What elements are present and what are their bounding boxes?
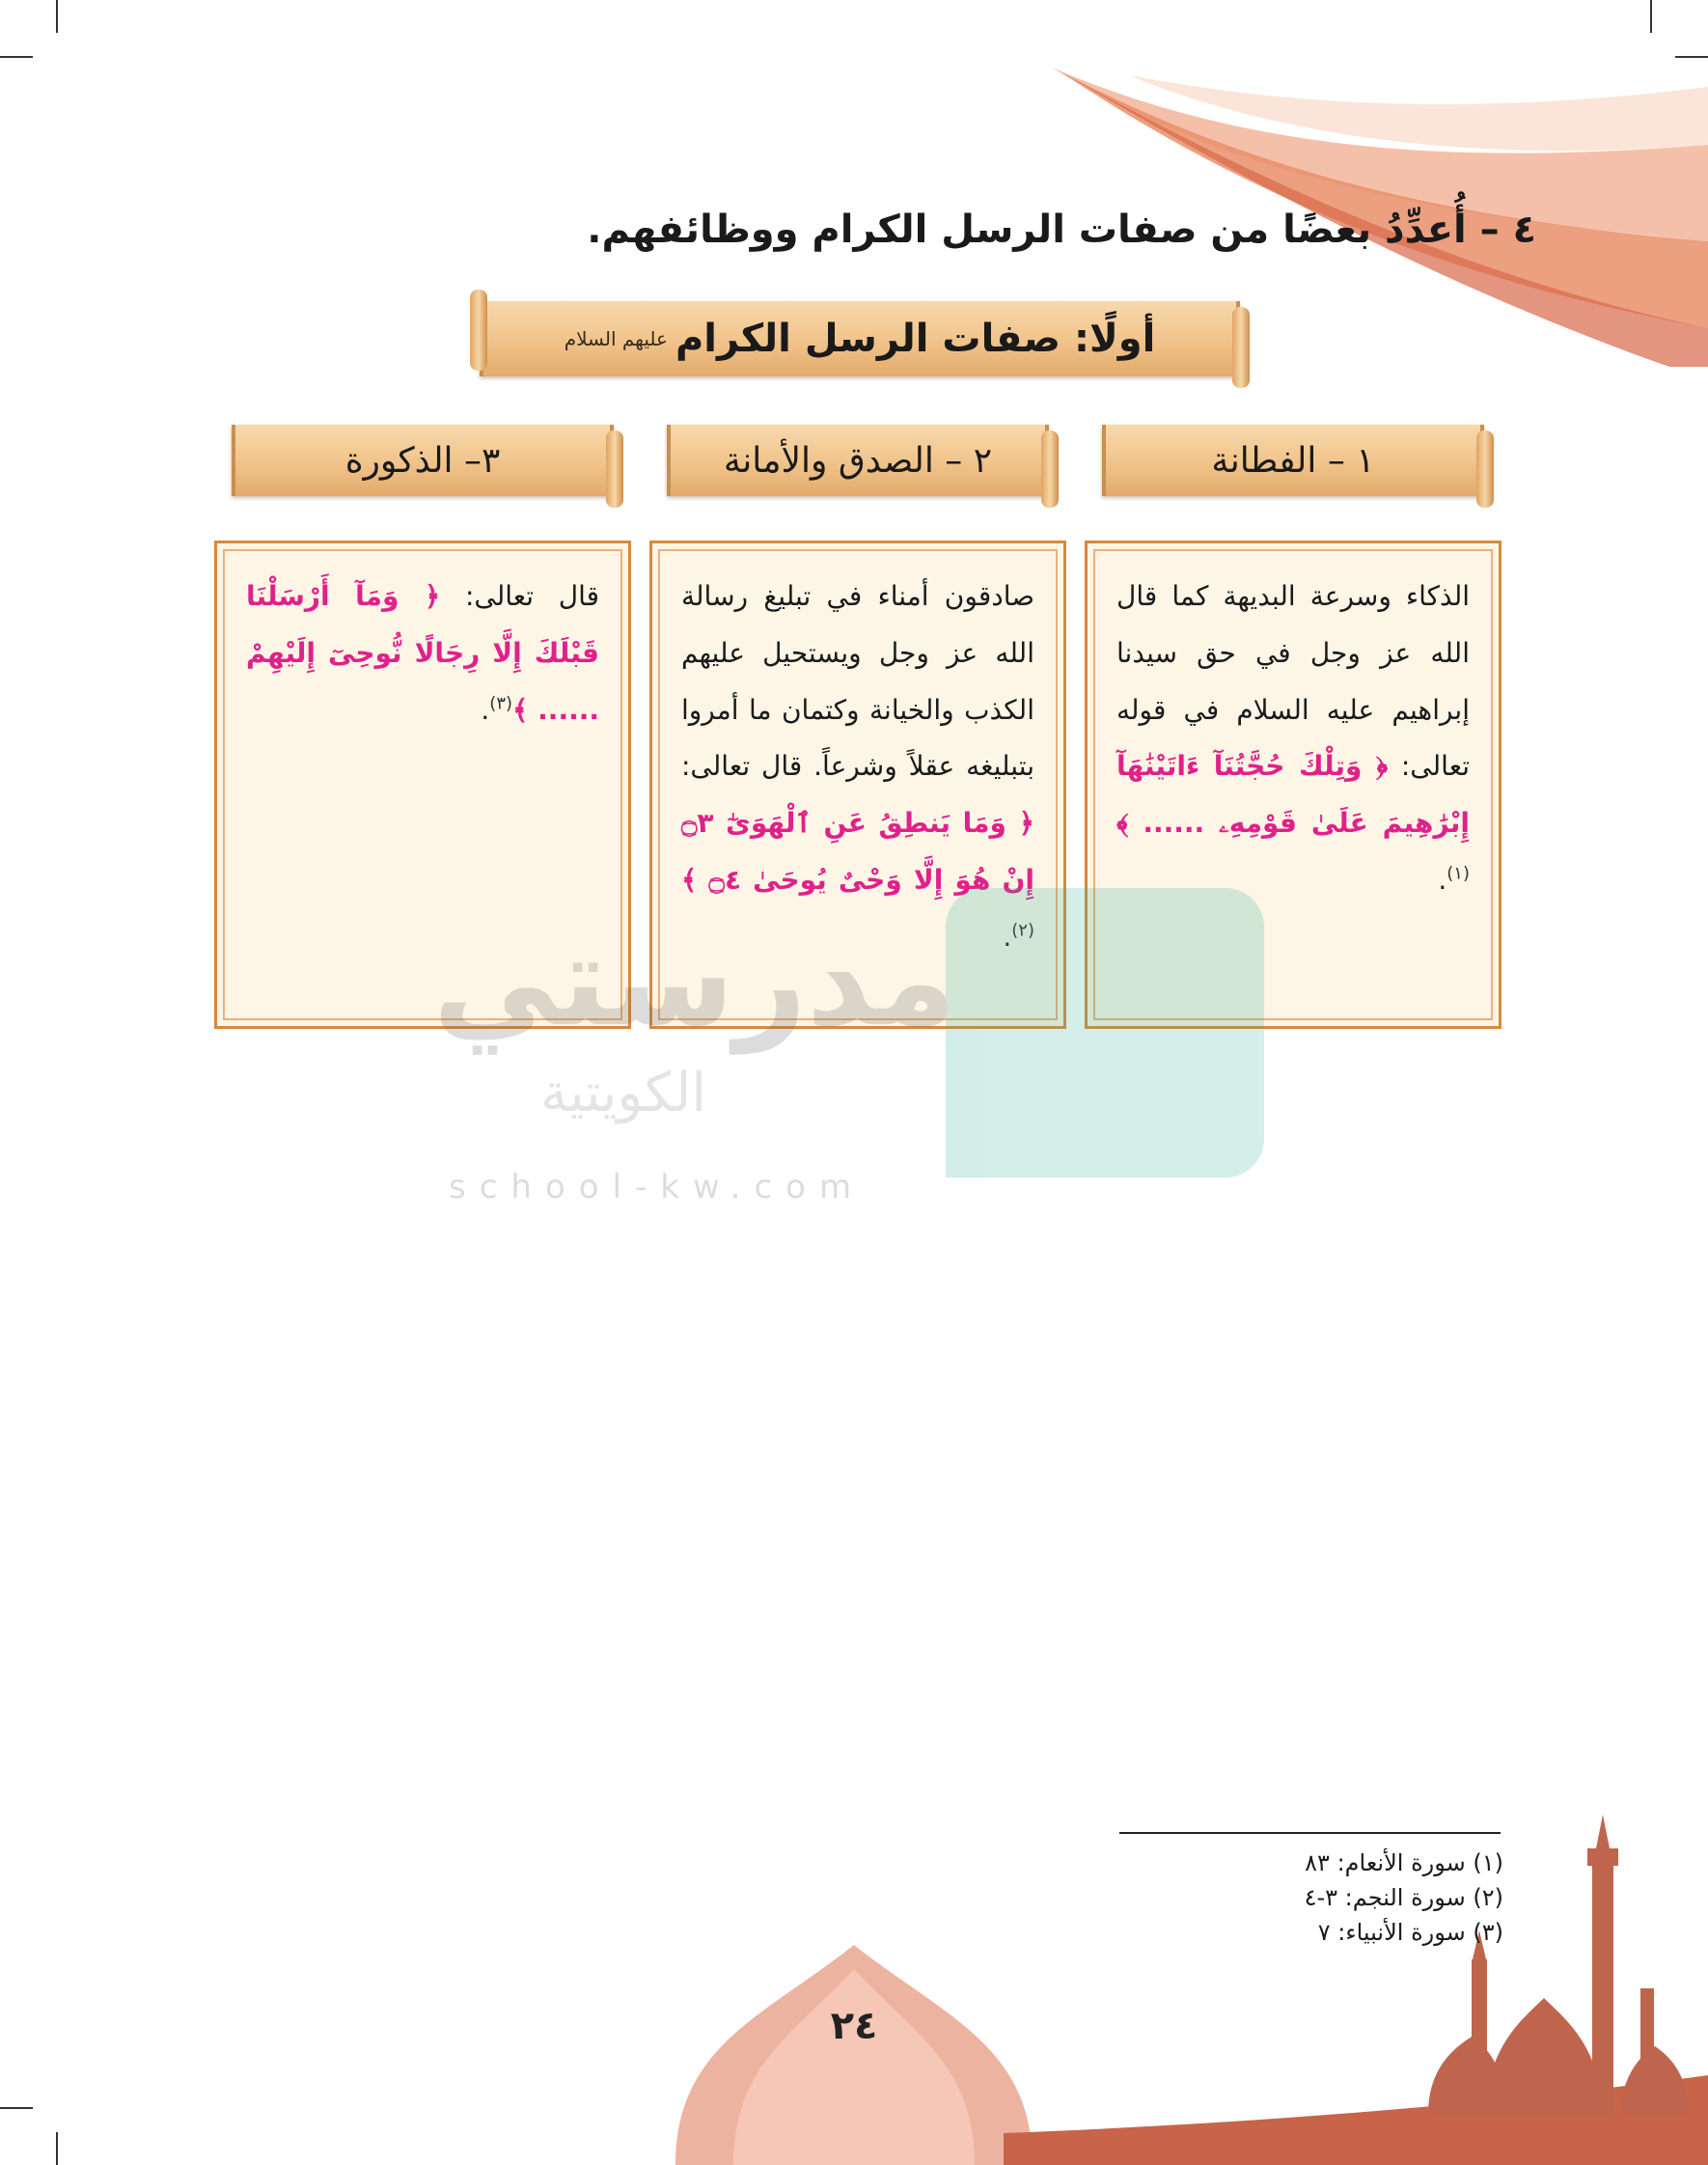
quran-verse: ﴿ وَمَآ أَرْسَلْنَا قَبْلَكَ إِلَّا رِجَالًا نُّوحِىٓ إِلَيْهِمْ ...... ﴾: [246, 580, 599, 726]
section-title: أولًا: صفات الرسل الكرام: [675, 317, 1156, 361]
column-title: ٢ – الصدق والأمانة: [723, 440, 993, 481]
card-body: صادقون أمناء في تبليغ رسالة الله عز وجل ويستحيل عليهم الكذب والخيانة وكتمان ما أمروا بتبليغه عقلاً وشرعاً. قال تعالى:: [681, 580, 1034, 783]
footnote-ref: (١): [1446, 863, 1470, 884]
card-body: قال تعالى:: [464, 580, 600, 612]
column-title-banner: [232, 425, 614, 496]
footnote-divider: [1119, 1832, 1501, 1834]
column-title: ٣– الذكورة: [344, 440, 501, 481]
scroll-curl: [470, 290, 487, 371]
scroll-curl: [1476, 430, 1494, 508]
footnote-ref: (٣): [489, 693, 513, 714]
scroll-curl: [1232, 307, 1250, 388]
page-number: ٢٤: [830, 2004, 878, 2048]
scroll-curl: [606, 430, 623, 508]
content-card: الذكاء وسرعة البديهة كما قال الله عز وجل في حق سيدنا إبراهيم عليه السلام في قوله تعالى: ﴿ وَتِلْكَ حُجَّتُنَآ ءَاتَيْنَٰهَآ إِبْرَٰهِيمَ عَلَىٰ قَوْمِهِۦ ...... ﴾$^{(١)}$.: [1085, 541, 1501, 1029]
quran-verse: ﴿ وَمَا يَنطِقُ عَنِ ٱلْهَوَىٰٓ ۝٣ إِنْ هُوَ إِلَّا وَحْىٌ يُوحَىٰ ۝٤ ﴾: [681, 807, 1035, 896]
content-card: صادقون أمناء في تبليغ رسالة الله عز وجل ويستحيل عليهم الكذب والخيانة وكتمان ما أمروا بتبليغه عقلاً وشرعاً. قال تعالى: ﴿ وَمَا يَنطِقُ عَنِ ٱلْهَوَىٰٓ ۝٣ إِنْ هُوَ إِلَّا وَحْىٌ يُوحَىٰ ۝٤ ﴾$^{(٢)}$.: [649, 541, 1066, 1029]
question-heading: ٤ – أُعدِّدُ بعضًا من صفات الرسل الكرام ووظائفهم.: [587, 208, 1536, 252]
quran-verse: ﴿ وَتِلْكَ حُجَّتُنَآ ءَاتَيْنَٰهَآ إِبْرَٰهِيمَ عَلَىٰ قَوْمِهِۦ ...... ﴾: [1116, 750, 1470, 840]
footnote: (١) سورة الأنعام: ٨٣: [1305, 1849, 1503, 1876]
section-title-banner: [480, 301, 1240, 376]
footnote: (٢) سورة النجم: ٣-٤: [1304, 1884, 1503, 1911]
column-title-banner: [667, 425, 1049, 496]
watermark-url: school-kw.com: [449, 1168, 866, 1207]
footnote-ref: (٢): [1011, 920, 1034, 941]
content-card: قال تعالى: ﴿ وَمَآ أَرْسَلْنَا قَبْلَكَ إِلَّا رِجَالًا نُّوحِىٓ إِلَيْهِمْ ...... ﴾$^{(٣)}$.: [214, 541, 631, 1029]
honorific: عليهم السلام: [564, 327, 668, 350]
footnote: (٣) سورة الأنبياء: ٧: [1317, 1919, 1503, 1946]
column-title: ١ – الفطانة: [1211, 440, 1375, 481]
card-body: الذكاء وسرعة البديهة كما قال الله عز وجل في حق سيدنا إبراهيم عليه السلام في قوله تعالى:: [1116, 580, 1470, 783]
column-title-banner: [1102, 425, 1484, 496]
footnotes: [1117, 1846, 1503, 1950]
watermark-sub: الكويتية: [540, 1062, 706, 1124]
scroll-curl: [1041, 430, 1059, 508]
watermark-name: مدرستي: [432, 907, 957, 1054]
